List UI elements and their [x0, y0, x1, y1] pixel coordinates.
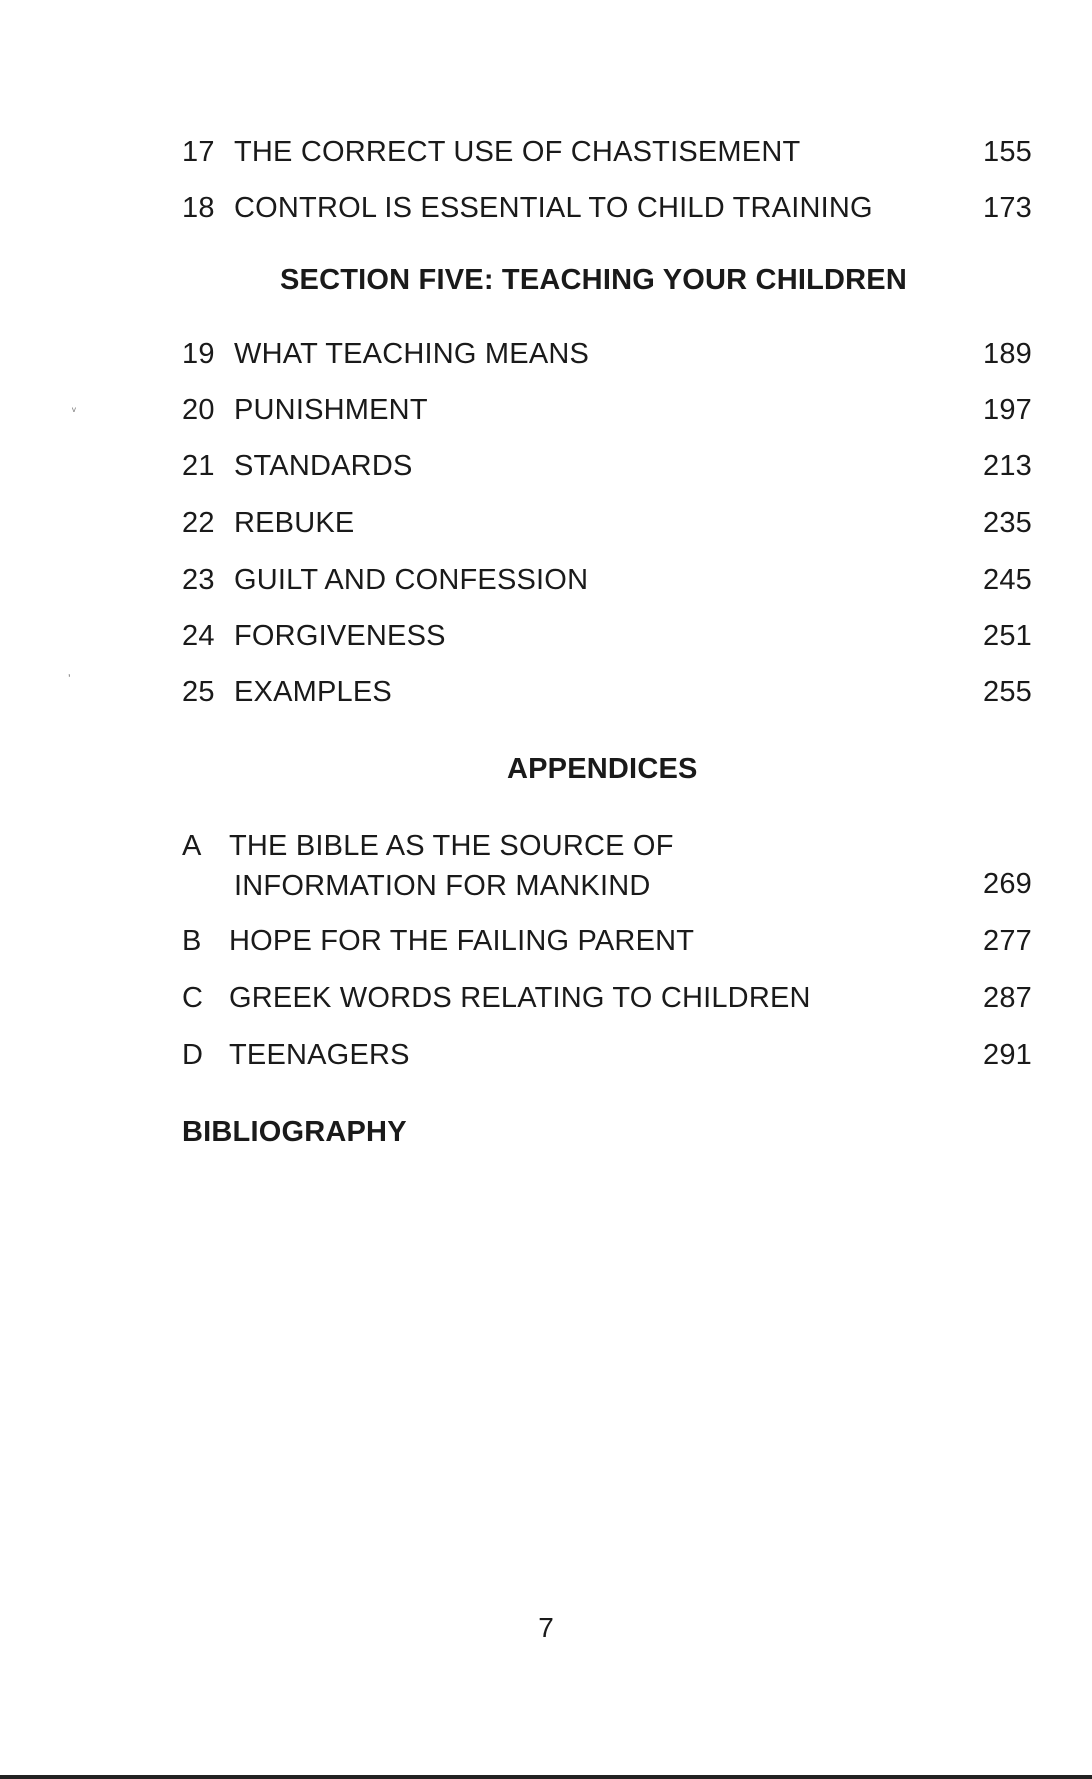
chapter-number: 19 — [182, 338, 215, 370]
page-reference: 213 — [983, 450, 1032, 482]
toc-entry-appendix-d — [182, 1039, 1032, 1079]
page-reference: 189 — [983, 338, 1032, 370]
page-reference: 155 — [983, 136, 1032, 168]
chapter-title: PUNISHMENT — [234, 394, 428, 426]
toc-entry-18 — [182, 192, 1032, 232]
chapter-number: 21 — [182, 450, 215, 482]
section-heading: SECTION FIVE: TEACHING YOUR CHILDREN — [280, 264, 907, 296]
appendices-heading: APPENDICES — [507, 753, 698, 785]
page-reference: 277 — [983, 925, 1032, 957]
page-reference: 251 — [983, 620, 1032, 652]
chapter-title: FORGIVENESS — [234, 620, 446, 652]
chapter-number: 18 — [182, 192, 215, 224]
chapter-number: 24 — [182, 620, 215, 652]
appendix-title: GREEK WORDS RELATING TO CHILDREN — [229, 982, 811, 1014]
appendix-letter: B — [182, 925, 202, 957]
toc-entry-19 — [182, 338, 1032, 378]
page-reference: 235 — [983, 507, 1032, 539]
toc-entry-appendix-c — [182, 982, 1032, 1022]
page-reference: 197 — [983, 394, 1032, 426]
toc-entry-appendix-a — [182, 830, 1032, 914]
appendix-title: HOPE FOR THE FAILING PARENT — [229, 925, 695, 957]
appendix-letter: C — [182, 982, 204, 1014]
bibliography-heading: BIBLIOGRAPHY — [182, 1116, 407, 1148]
toc-entry-23 — [182, 564, 1032, 604]
toc-entry-21 — [182, 450, 1032, 490]
page-reference: 269 — [983, 868, 1032, 900]
toc-entry-24 — [182, 620, 1032, 660]
chapter-title: STANDARDS — [234, 450, 413, 482]
chapter-number: 22 — [182, 507, 215, 539]
appendix-title-line1: THE BIBLE AS THE SOURCE OF — [229, 830, 674, 862]
chapter-title: WHAT TEACHING MEANS — [234, 338, 590, 370]
page-edge-divider — [0, 1775, 1092, 1779]
appendix-title — [229, 826, 674, 906]
chapter-title: REBUKE — [234, 507, 355, 539]
page-reference: 291 — [983, 1039, 1032, 1071]
appendix-letter: A — [182, 830, 202, 862]
chapter-number: 25 — [182, 676, 215, 708]
page-reference: 287 — [983, 982, 1032, 1014]
page-number: 7 — [538, 1612, 554, 1643]
chapter-title: GUILT AND CONFESSION — [234, 564, 589, 596]
scan-mark: ʼ — [68, 672, 71, 686]
chapter-number: 23 — [182, 564, 215, 596]
page-reference: 173 — [983, 192, 1032, 224]
toc-entry-20 — [182, 394, 1032, 434]
chapter-title: THE CORRECT USE OF CHASTISEMENT — [234, 136, 801, 168]
toc-entry-25 — [182, 676, 1032, 716]
appendix-title: TEENAGERS — [229, 1039, 410, 1071]
page-reference: 245 — [983, 564, 1032, 596]
toc-entry-appendix-b — [182, 925, 1032, 965]
chapter-number: 20 — [182, 394, 215, 426]
page-reference: 255 — [983, 676, 1032, 708]
toc-entry-17 — [182, 136, 1032, 176]
chapter-title: CONTROL IS ESSENTIAL TO CHILD TRAINING — [234, 192, 873, 224]
appendix-title-line2: INFORMATION FOR MANKIND — [234, 870, 651, 902]
appendix-letter: D — [182, 1039, 204, 1071]
chapter-title: EXAMPLES — [234, 676, 392, 708]
toc-entry-22 — [182, 507, 1032, 547]
scan-mark: ᵛ — [72, 404, 76, 418]
chapter-number: 17 — [182, 136, 215, 168]
